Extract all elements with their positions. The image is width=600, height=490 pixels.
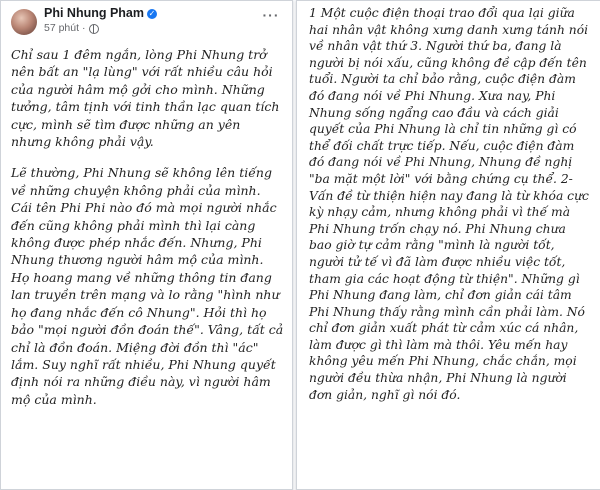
author-name[interactable]: Phi Nhung Pham bbox=[44, 6, 144, 20]
post-paragraph: Chỉ sau 1 đêm ngắn, lòng Phi Nhung trở nên bất an "lạ lùng" với rất nhiều câu hỏi của người hâm mộ gởi cho mình. Những tưởng, tâm tịnh với tinh thần lạc quan tích cực, mình sẽ tìm được những an yên nhưng không phải vậy. bbox=[11, 47, 280, 150]
post-header bbox=[1, 1, 292, 41]
avatar[interactable] bbox=[11, 9, 37, 35]
post-body bbox=[1, 41, 292, 408]
author-block bbox=[44, 7, 157, 34]
more-options-icon[interactable]: ··· bbox=[262, 7, 280, 23]
post-body-continued bbox=[297, 1, 600, 403]
meta-separator: · bbox=[82, 21, 86, 34]
verified-badge-icon: ✓ bbox=[148, 8, 156, 18]
globe-icon bbox=[89, 24, 99, 34]
author-row bbox=[44, 7, 157, 21]
post-paragraph: 1 Một cuộc điện thoại trao đổi qua lại giữa hai nhân vật không xưng danh xưng tánh nói về nhân vật thứ 3. Người thứ ba, đang là người bị nói xấu, cũng không đề cập đến tên tuổi. Người ta chỉ bảo rằng, cuộc điện đàm đó đang nói về Phi Nhung. Xưa nay, Phi Nhung sống ngẩng cao đầu và cách giải quyết của Phi Nhung là chỉ tin những gì có thể đối chất trực tiếp. Nếu, cuộc điện đàm đó đang nói về Phi Nhung, Nhung đề nghị "ba mặt một lời" với bằng chứng cụ thể. 2-Vấn đề từ thiện hiện nay đang là từ khóa cực kỳ nhạy cảm, nhưng không phải vì thế mà Phi Nhung trốn chạy nó. Phi Nhung chưa bao giờ tự cảm rằng "mình là người tốt, người tử tế vì đã làm được nhiều việc tốt, tham gia các hoạt động từ thiện". Những gì Phi Nhung đang làm, chỉ đơn giản cái tâm Phi Nhung thấy rằng mình cần phải làm. Nó chỉ đơn giản xuất phát từ cảm xúc cá nhân, làm được gì thì làm mà thôi. Yêu mến hay không yêu mến Phi Nhung, chắc chắn, mọi người đều thừa nhận, Phi Nhung là người đơn giản, nghĩ gì nói đó. bbox=[309, 6, 589, 402]
post-paragraph: Lẽ thường, Phi Nhung sẽ không lên tiếng về những chuyện không phải của mình. Cái tên Phi Phi nào đó mà mọi người nhắc đến cũng không phải mình thì lại càng không được phép nhắc đến. Nhưng, Phi Nhung thương người hâm mộ của mình. Họ hoang mang về những thông tin đang lan truyền trên mạng và lo rằng "hình như họ đang nhắc đến cô Nhung". Hỏi thì họ bảo "mọi người đồn đoán thế". Vâng, tất cả chỉ là đồn đoán. Miệng đời đồn thì "ác" lắm. Suy nghĩ rất nhiều, Phi Nhung quyết định nói ra những điều này, vì người hâm mộ của mình. bbox=[11, 165, 284, 407]
post-meta bbox=[44, 23, 157, 35]
post-card-right bbox=[296, 0, 600, 490]
timestamp[interactable]: 57 phút bbox=[44, 21, 80, 34]
post-card-left bbox=[0, 0, 293, 490]
